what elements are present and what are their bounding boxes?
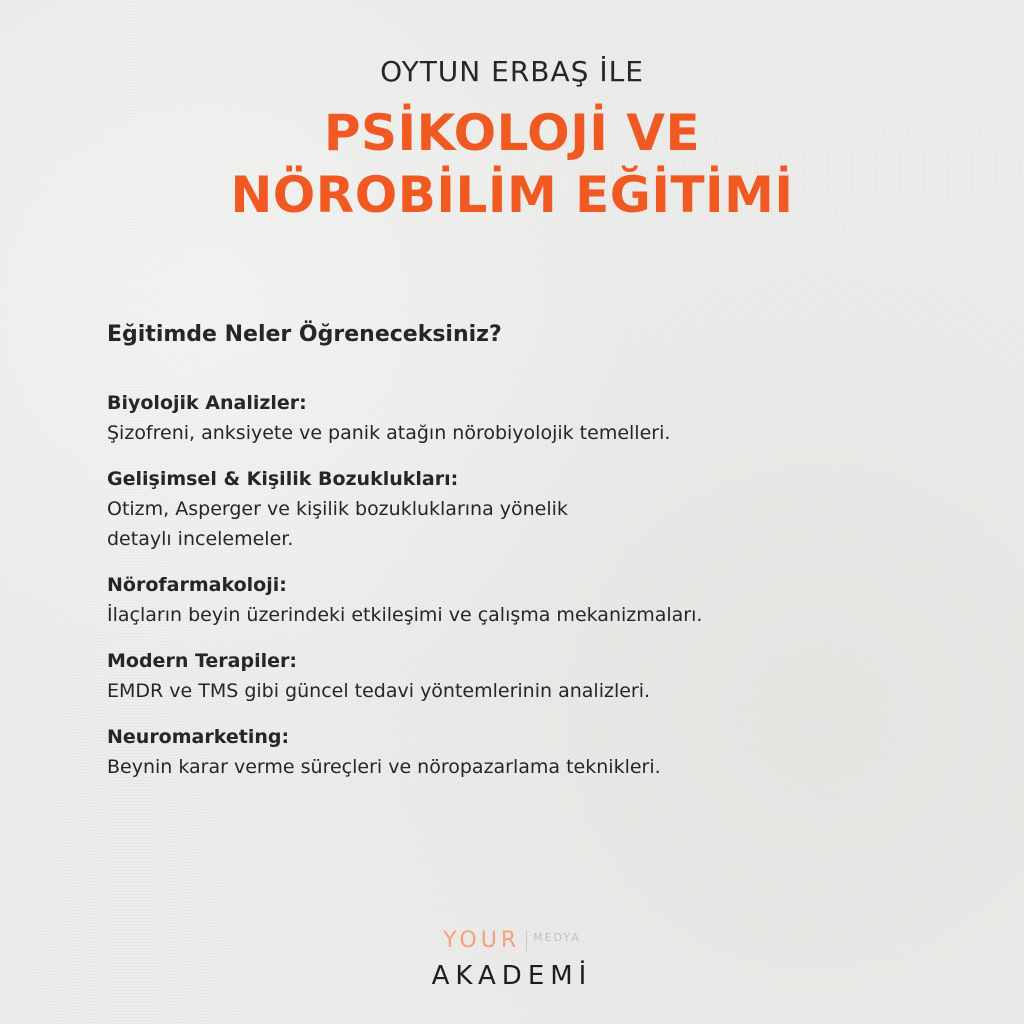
logo-wordmark [443,928,581,954]
page-title [0,102,1024,226]
content [107,318,967,798]
topic-title: Biyolojik Analizler: [107,392,307,414]
topic-description: Beynin karar verme süreçleri ve nöropazarlama teknikleri. [107,756,661,778]
topic-description: Şizofreni, anksiyete ve panik atağın nörobiyolojik temelleri. [107,422,671,444]
logo-akademi-text: AKADEMİ [431,961,593,991]
subtitle: OYTUN ERBAŞ İLE [380,55,644,88]
topic-description: İlaçların beyin üzerindeki etkileşimi ve çalışma mekanizmaları. [107,604,703,626]
topic-description: EMDR ve TMS gibi güncel tedavi yöntemlerinin analizleri. [107,680,651,702]
topic-title: Nörofarmakoloji: [107,574,287,596]
title-line-2: NÖROBİLİM EĞİTİMİ [230,166,794,224]
topic-item [107,570,967,630]
topic-title: Gelişimsel & Kişilik Bozuklukları: [107,468,459,490]
topic-description: Otizm, Asperger ve kişilik bozukluklarına yönelik detaylı incelemeler. [107,498,568,550]
logo-medya-text: MEDYA [533,931,581,944]
logo-brand-text: YOUR [443,928,521,953]
header [0,52,1024,226]
section-question: Eğitimde Neler Öğreneceksiniz? [107,322,502,347]
topic-item [107,464,967,554]
topic-item [107,722,967,782]
brand-logo [0,928,1024,994]
topic-title: Modern Terapiler: [107,650,297,672]
topic-title: Neuromarketing: [107,726,290,748]
logo-divider [526,931,527,951]
topic-item [107,388,967,448]
topic-item [107,646,967,706]
title-line-1: PSİKOLOJİ VE [323,104,701,162]
